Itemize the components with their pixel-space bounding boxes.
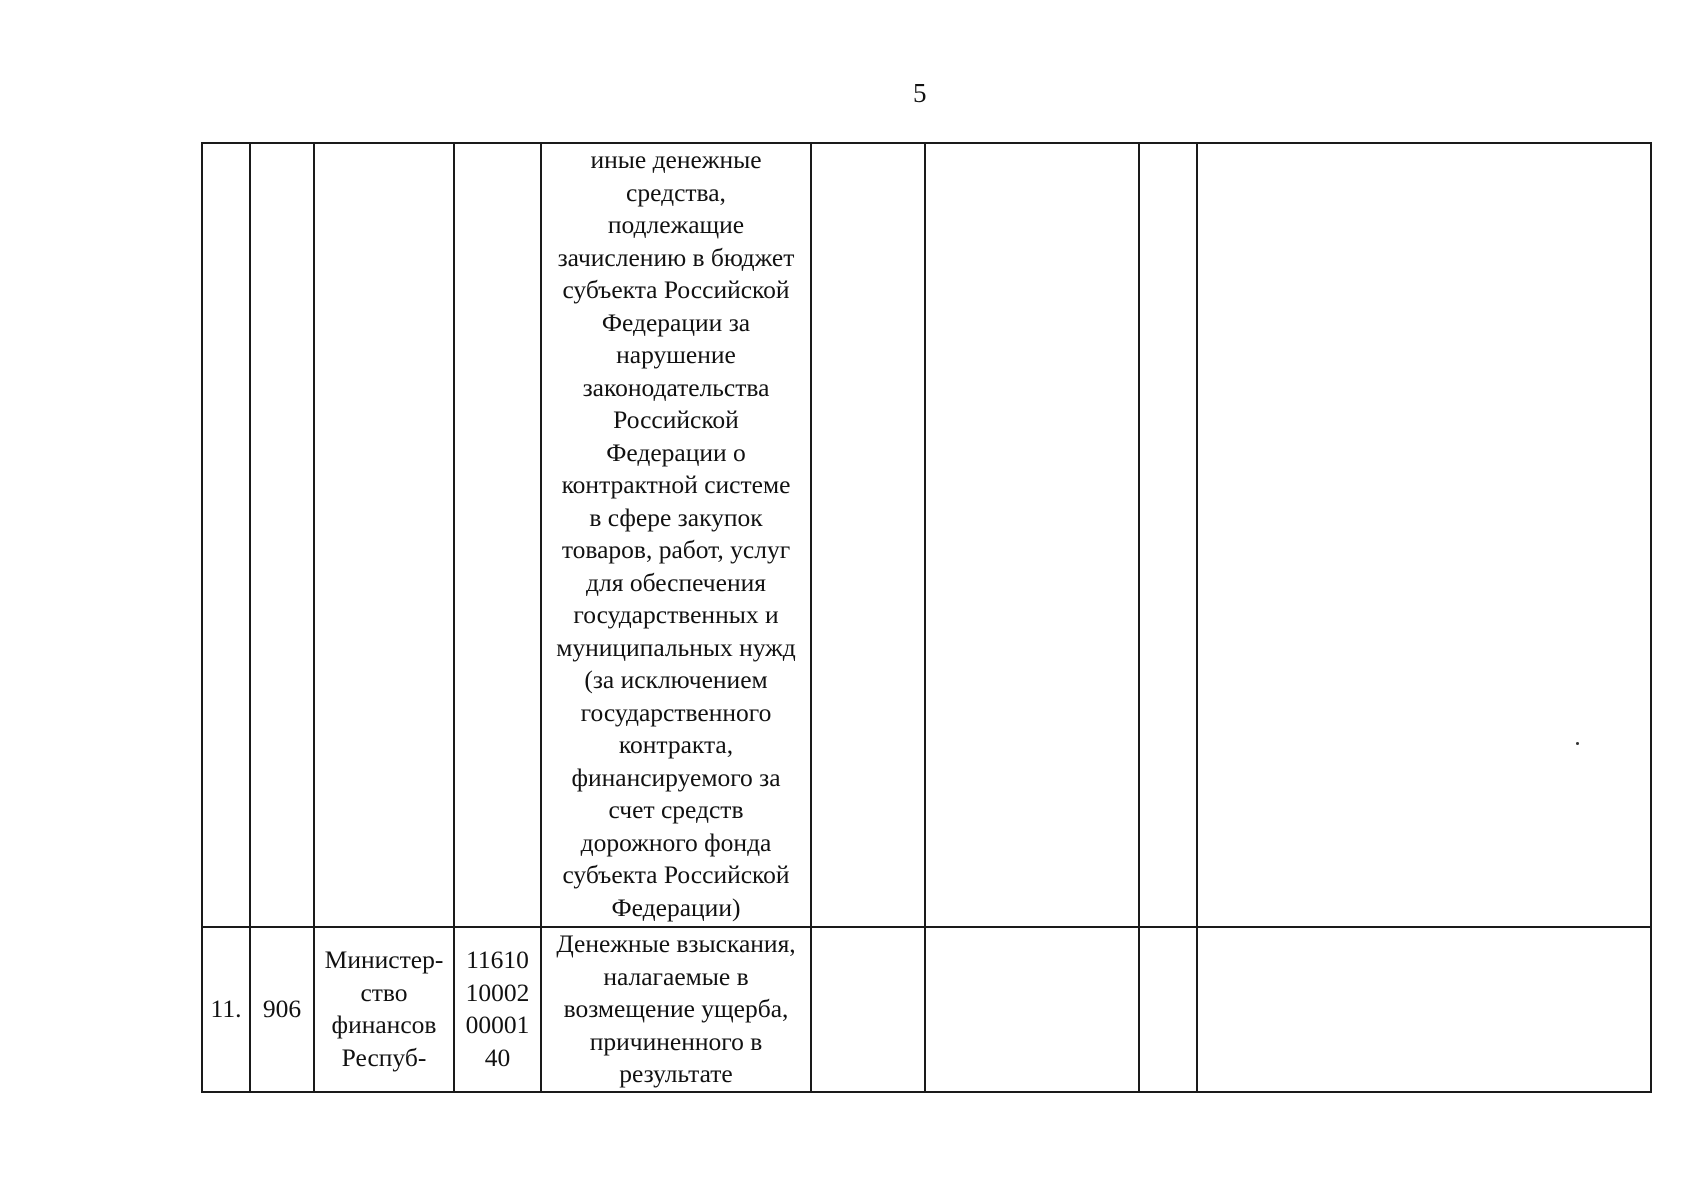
description-line: финансируемого за	[571, 762, 781, 792]
kbk-code-cell	[454, 143, 541, 927]
description-line: Российской	[613, 405, 739, 434]
revenue-description-cell	[541, 143, 811, 927]
kbk-code-line: 40	[484, 1042, 511, 1072]
description-line: Денежные взыскания,	[556, 929, 796, 958]
kbk-code-cell	[454, 927, 541, 1092]
empty-cell	[1139, 143, 1197, 927]
row-index-cell	[202, 927, 250, 1092]
admin-code-cell	[250, 143, 314, 927]
description-line: дорожного фонда	[580, 827, 772, 857]
admin-code-cell	[250, 927, 314, 1092]
description-line: счет средств	[608, 795, 744, 824]
administrator-name-line: ство	[360, 977, 408, 1007]
description-line: контрактной системе	[561, 470, 791, 499]
administrator-name-line: Респуб-	[341, 1042, 427, 1072]
description-line: нарушение	[616, 340, 736, 369]
description-line: результате	[619, 1059, 733, 1088]
description-line: государственных и	[573, 600, 779, 629]
description-line: иные денежные	[590, 145, 762, 174]
description-line: субъекта Российской	[562, 275, 790, 304]
kbk-code-line: 11610	[466, 945, 529, 975]
description-line: муниципальных нужд	[556, 632, 796, 662]
description-line: для обеспечения	[586, 567, 766, 597]
administrator-name-cell	[314, 143, 454, 927]
empty-cell	[811, 143, 925, 927]
empty-cell	[811, 927, 925, 1092]
kbk-code-line: 10002	[465, 977, 530, 1007]
description-line: Федерации за	[601, 307, 751, 337]
admin-code: 906	[262, 994, 302, 1023]
administrator-name-cell	[314, 927, 454, 1092]
row-index: 11.	[210, 994, 242, 1023]
description-line: государственного	[580, 697, 772, 727]
table-row-continued	[202, 143, 1651, 927]
scan-speck	[1576, 742, 1579, 745]
description-line: законодательства	[582, 372, 770, 402]
budget-revenue-table	[201, 142, 1652, 1093]
description-line: Федерации)	[611, 892, 741, 922]
description-line: (за исключением	[584, 665, 768, 694]
administrator-name-line: Министер-	[324, 945, 444, 975]
empty-cell	[925, 927, 1139, 1092]
description-line: подлежащие	[607, 210, 745, 239]
empty-cell	[1197, 143, 1651, 927]
administrator-name-line: финансов	[331, 1010, 437, 1040]
description-line: зачислению в бюджет	[557, 242, 795, 272]
description-line: средства,	[626, 177, 726, 207]
empty-cell	[1197, 927, 1651, 1092]
description-line: Федерации о	[606, 437, 746, 467]
kbk-code-line: 00001	[465, 1010, 530, 1040]
description-line: налагаемые в	[603, 961, 749, 991]
description-line: возмещение ущерба,	[563, 994, 789, 1023]
empty-cell	[925, 143, 1139, 927]
description-line: в сфере закупок	[589, 502, 763, 532]
revenue-description-cell	[541, 927, 811, 1092]
row-index-cell	[202, 143, 250, 927]
description-line: контракта,	[618, 730, 734, 759]
empty-cell	[1139, 927, 1197, 1092]
description-line: товаров, работ, услуг	[561, 535, 791, 564]
table-row	[202, 927, 1651, 1092]
description-line: субъекта Российской	[562, 860, 790, 889]
page-number: 5	[913, 78, 927, 108]
description-line: причиненного в	[589, 1026, 763, 1056]
